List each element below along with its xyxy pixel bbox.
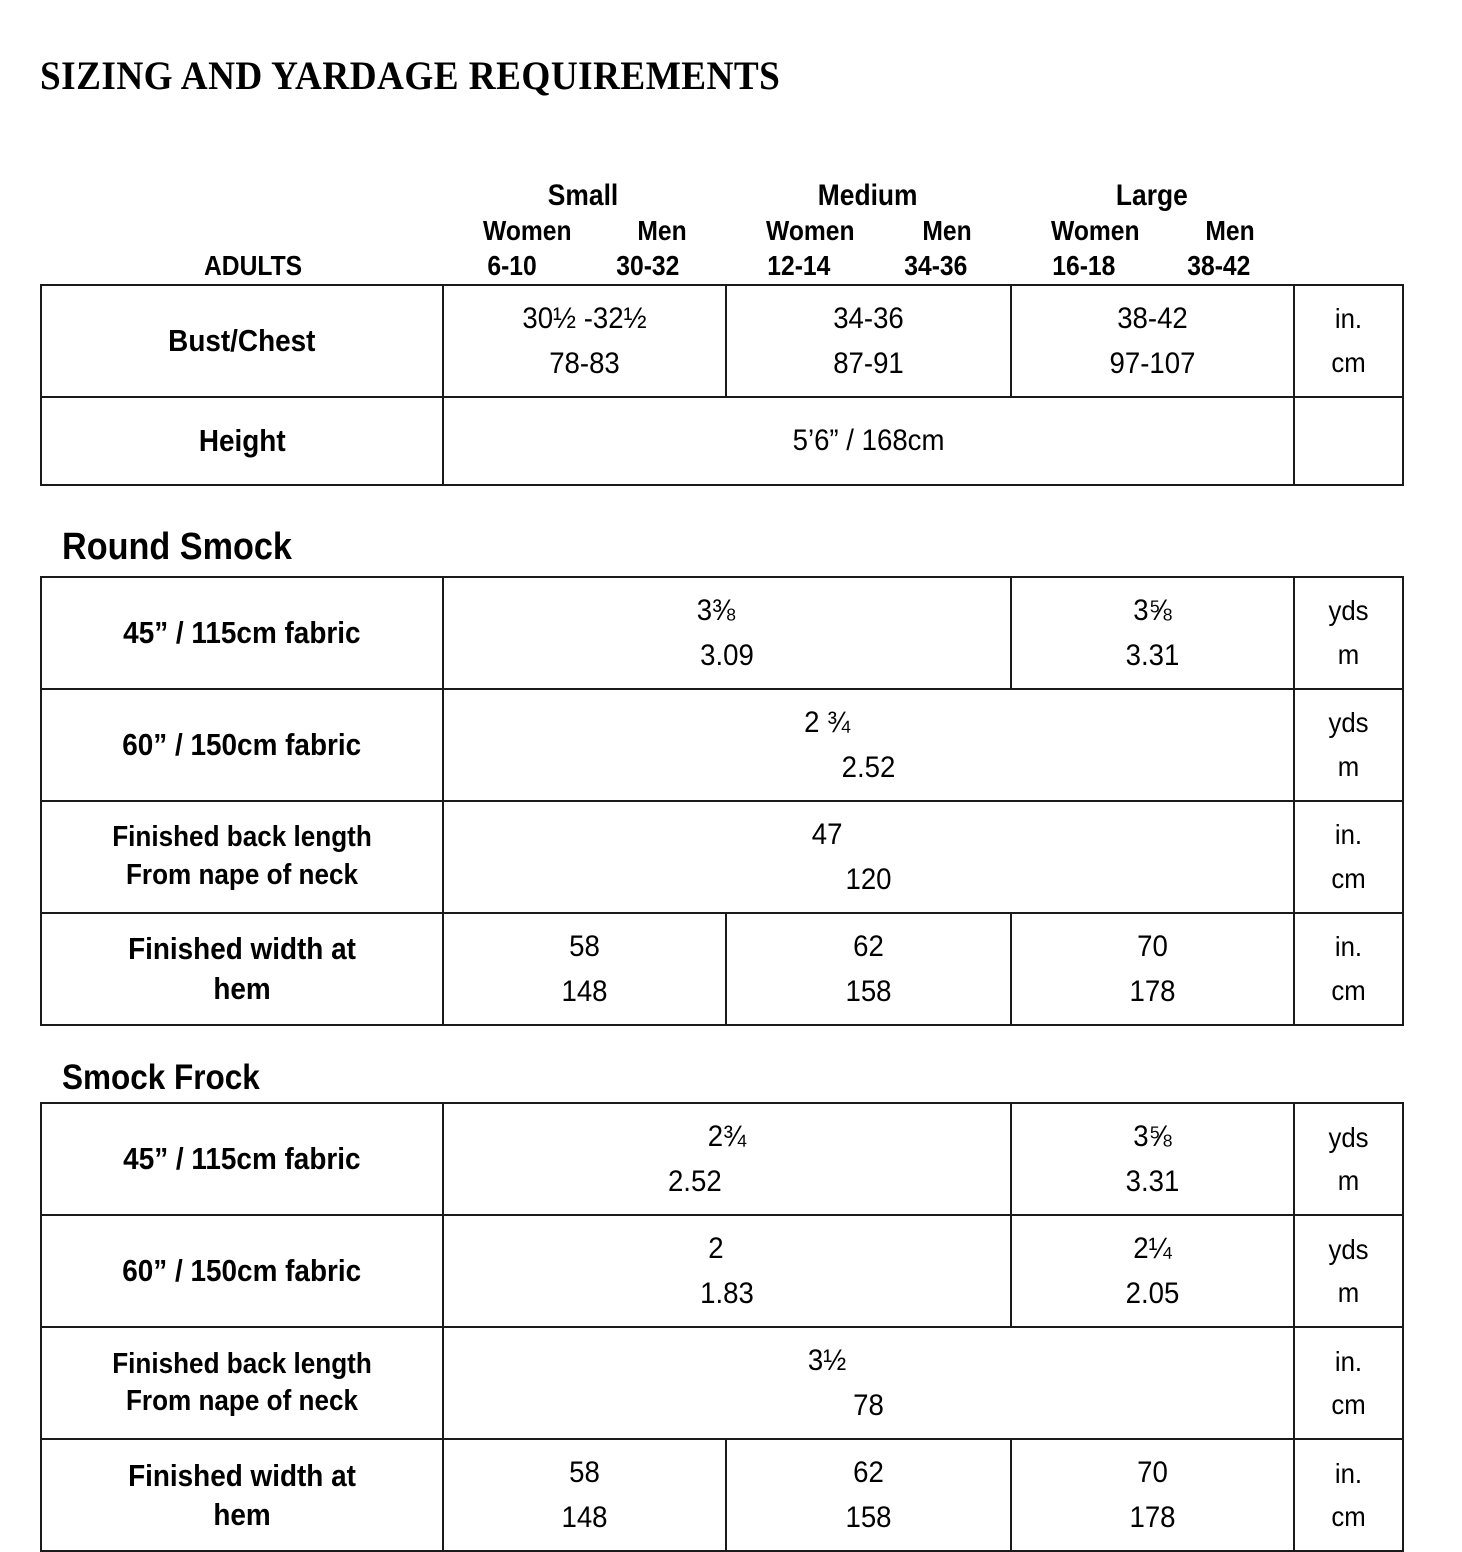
- frock-fabric45-unit-yds: yds: [1328, 1121, 1369, 1153]
- bust-chest-unit-in: in.: [1334, 303, 1363, 335]
- range-medium-women: 12-14: [767, 249, 831, 281]
- size-name-large: [1010, 177, 1293, 214]
- round-fabric45-label-cell: [41, 577, 443, 689]
- frock-fabric45-smallmedium-yds: 2¾: [707, 1120, 747, 1154]
- round-fabric45-unit-cell: [1294, 577, 1403, 689]
- frock-hem-width-unit-cm: cm: [1331, 1501, 1366, 1533]
- size-name-row: [40, 177, 1402, 214]
- frock-hem-width-label-line1: Finished width at: [128, 1457, 356, 1493]
- table-row-round-fabric45: [41, 577, 1403, 689]
- bust-chest-label-cell: [41, 285, 443, 397]
- frock-fabric45-smallmedium-m: 2.52: [667, 1165, 722, 1199]
- range-medium-men: 34-36: [904, 249, 968, 281]
- height-label-cell: [41, 397, 443, 485]
- adults-label: ADULTS: [204, 249, 303, 281]
- round-hem-width-unit-cm: cm: [1331, 974, 1366, 1006]
- round-fabric45-large-cell: [1011, 577, 1294, 689]
- bust-chest-medium-cell: [726, 285, 1011, 397]
- round-fabric45-unit-yds: yds: [1328, 595, 1369, 627]
- frock-back-length-value-cell: [443, 1327, 1294, 1439]
- table-row-frock-back-length: [41, 1327, 1403, 1439]
- round-fabric60-unit-cell: [1294, 689, 1403, 801]
- bust-chest-label: Bust/Chest: [168, 322, 316, 358]
- round-hem-width-medium-cm: 158: [845, 974, 892, 1008]
- frock-hem-width-large-cm: 178: [1129, 1501, 1176, 1535]
- bust-chest-medium-cm: 87-91: [833, 346, 904, 380]
- adults-label-cell: [40, 249, 442, 284]
- round-fabric60-m: 2.52: [841, 750, 896, 784]
- frock-back-length-label-line2: From nape of neck: [125, 1385, 359, 1418]
- round-smock-table: [40, 576, 1404, 1026]
- round-hem-width-unit-in: in.: [1334, 931, 1363, 963]
- size-name-medium-label: Medium: [817, 179, 918, 212]
- height-value-cell: [443, 397, 1294, 485]
- gender-row-spacer: [40, 214, 442, 249]
- section-heading-smock-frock: Smock Frock: [62, 1057, 260, 1097]
- gender-large-men: Men: [1205, 215, 1256, 247]
- bust-chest-unit-cm: cm: [1331, 346, 1366, 378]
- round-hem-width-small-cm: 148: [561, 974, 608, 1008]
- section-heading-round-smock: Round Smock: [62, 525, 292, 568]
- bust-chest-small-cell: [443, 285, 726, 397]
- frock-hem-width-small-in: 58: [569, 1456, 600, 1490]
- frock-fabric45-large-m: 3.31: [1125, 1165, 1180, 1199]
- frock-fabric60-smallmedium-yds: 2: [708, 1232, 724, 1266]
- round-back-length-label-line1: Finished back length: [112, 821, 372, 854]
- frock-fabric45-label: 45” / 115cm fabric: [123, 1141, 361, 1177]
- frock-hem-width-label-cell: [41, 1439, 443, 1551]
- frock-hem-width-large-in: 70: [1137, 1456, 1168, 1490]
- round-fabric60-unit-m: m: [1337, 750, 1360, 782]
- height-label: Height: [198, 422, 286, 458]
- range-large: [1010, 249, 1293, 284]
- size-header-block: [40, 177, 1422, 284]
- frock-hem-width-unit-cell: [1294, 1439, 1403, 1551]
- frock-fabric45-large-yds: 3⅝: [1133, 1120, 1172, 1154]
- height-unit-cell: [1294, 397, 1403, 485]
- frock-fabric60-large-yds: 2¼: [1133, 1232, 1172, 1266]
- round-fabric45-large-yds: 3⅝: [1133, 593, 1172, 627]
- range-large-men: 38-42: [1187, 249, 1251, 281]
- bust-chest-large-cm: 97-107: [1109, 346, 1196, 380]
- gender-large-women: Women: [1050, 215, 1140, 247]
- frock-hem-width-unit-in: in.: [1334, 1457, 1363, 1489]
- adults-measurement-table: [40, 284, 1404, 486]
- round-back-length-label-line2: From nape of neck: [125, 858, 359, 891]
- round-fabric45-smallmedium-m: 3.09: [700, 638, 754, 672]
- bust-chest-small-cm: 78-83: [549, 346, 620, 380]
- gender-medium: [725, 214, 1010, 249]
- table-row-height: [41, 397, 1403, 485]
- frock-fabric60-label: 60” / 150cm fabric: [122, 1253, 362, 1289]
- frock-fabric45-unit-m: m: [1337, 1165, 1360, 1197]
- round-fabric45-unit-m: m: [1337, 638, 1360, 670]
- size-name-large-label: Large: [1115, 179, 1188, 212]
- table-row-round-fabric60: [41, 689, 1403, 801]
- bust-chest-large-cell: [1011, 285, 1294, 397]
- round-back-length-unit-in: in.: [1334, 819, 1363, 851]
- gender-small: [442, 214, 725, 249]
- round-fabric60-label-cell: [41, 689, 443, 801]
- frock-fabric45-smallmedium-cell: [443, 1103, 1011, 1215]
- gender-medium-men: Men: [922, 215, 972, 247]
- frock-back-length-label-cell: [41, 1327, 443, 1439]
- round-hem-width-label-cell: [41, 913, 443, 1025]
- table-row-frock-fabric45: [41, 1103, 1403, 1215]
- frock-back-length-unit-cell: [1294, 1327, 1403, 1439]
- gender-large: [1010, 214, 1293, 249]
- range-small-women: 6-10: [487, 249, 537, 281]
- bust-chest-large-in: 38-42: [1117, 301, 1188, 335]
- frock-hem-width-small-cm: 148: [561, 1501, 608, 1535]
- range-small: [442, 249, 725, 284]
- size-header-table: [40, 177, 1402, 284]
- size-header-spacer: [40, 177, 442, 214]
- frock-fabric60-large-cell: [1011, 1215, 1294, 1327]
- gender-medium-women: Women: [766, 215, 855, 247]
- smock-frock-table: [40, 1102, 1404, 1552]
- page-title: SIZING AND YARDAGE REQUIREMENTS: [40, 53, 781, 98]
- height-value: 5’6” / 168cm: [792, 424, 945, 458]
- size-name-medium: [725, 177, 1010, 214]
- range-large-women: 16-18: [1052, 249, 1116, 281]
- frock-fabric45-large-cell: [1011, 1103, 1294, 1215]
- frock-fabric45-unit-cell: [1294, 1103, 1403, 1215]
- table-row-round-back-length: [41, 801, 1403, 913]
- round-back-length-in: 47: [811, 817, 843, 851]
- frock-hem-width-small-cell: [443, 1439, 726, 1551]
- size-name-small-label: Small: [548, 179, 619, 212]
- round-fabric60-unit-yds: yds: [1328, 707, 1369, 739]
- frock-back-length-label-line1: Finished back length: [112, 1348, 372, 1381]
- round-hem-width-small-cell: [443, 913, 726, 1025]
- round-hem-width-large-in: 70: [1137, 929, 1168, 963]
- round-fabric45-smallmedium-yds: 3⅜: [696, 593, 736, 627]
- frock-fabric45-label-cell: [41, 1103, 443, 1215]
- size-header-unit-spacer: [1293, 177, 1402, 214]
- round-hem-width-large-cell: [1011, 913, 1294, 1025]
- gender-row: [40, 214, 1402, 249]
- frock-fabric60-unit-m: m: [1337, 1277, 1360, 1309]
- frock-back-length-cm: 78: [853, 1389, 884, 1423]
- round-hem-width-medium-cell: [726, 913, 1011, 1025]
- frock-fabric60-unit-cell: [1294, 1215, 1403, 1327]
- frock-hem-width-medium-cm: 158: [845, 1501, 892, 1535]
- frock-back-length-unit-cm: cm: [1331, 1389, 1366, 1421]
- round-hem-width-label-line2: hem: [213, 970, 271, 1006]
- round-hem-width-large-cm: 178: [1129, 974, 1176, 1008]
- size-name-small: [442, 177, 725, 214]
- frock-back-length-unit-in: in.: [1334, 1345, 1363, 1377]
- table-row-bust-chest: [41, 285, 1403, 397]
- gender-unit-spacer: [1293, 214, 1402, 249]
- round-hem-width-unit-cell: [1294, 913, 1403, 1025]
- round-back-length-label-cell: [41, 801, 443, 913]
- round-back-length-value-cell: [443, 801, 1294, 913]
- round-fabric45-smallmedium-cell: [443, 577, 1011, 689]
- frock-hem-width-label-line2: hem: [213, 1497, 271, 1533]
- round-back-length-unit-cm: cm: [1331, 862, 1366, 894]
- frock-fabric60-unit-yds: yds: [1328, 1233, 1369, 1265]
- round-fabric60-yds: 2 ¾: [804, 705, 851, 739]
- round-fabric60-all-cell: [443, 689, 1294, 801]
- bust-chest-medium-in: 34-36: [833, 301, 904, 335]
- frock-back-length-in: 3½: [807, 1344, 847, 1378]
- round-back-length-unit-cell: [1294, 801, 1403, 913]
- range-small-men: 30-32: [615, 249, 679, 281]
- round-back-length-cm: 120: [845, 862, 892, 896]
- round-fabric60-label: 60” / 150cm fabric: [122, 726, 362, 762]
- frock-fabric60-smallmedium-cell: [443, 1215, 1011, 1327]
- frock-fabric60-smallmedium-m: 1.83: [700, 1277, 754, 1311]
- round-hem-width-label-line1: Finished width at: [128, 930, 356, 966]
- round-fabric45-large-m: 3.31: [1125, 638, 1180, 672]
- bust-chest-small-in: 30½ -32½: [522, 301, 647, 335]
- frock-hem-width-large-cell: [1011, 1439, 1294, 1551]
- gender-small-men: Men: [637, 215, 688, 247]
- frock-hem-width-medium-cell: [726, 1439, 1011, 1551]
- round-hem-width-medium-in: 62: [853, 929, 884, 963]
- frock-fabric60-label-cell: [41, 1215, 443, 1327]
- table-row-frock-hem-width: [41, 1439, 1403, 1551]
- frock-fabric60-large-m: 2.05: [1125, 1277, 1180, 1311]
- round-hem-width-small-in: 58: [569, 929, 600, 963]
- size-range-row: [40, 249, 1402, 284]
- range-medium: [725, 249, 1010, 284]
- frock-hem-width-medium-in: 62: [853, 1456, 884, 1490]
- table-row-frock-fabric60: [41, 1215, 1403, 1327]
- table-row-round-hem-width: [41, 913, 1403, 1025]
- range-unit-spacer: [1293, 249, 1402, 284]
- round-fabric45-label: 45” / 115cm fabric: [123, 614, 361, 650]
- gender-small-women: Women: [482, 215, 572, 247]
- bust-chest-unit-cell: [1294, 285, 1403, 397]
